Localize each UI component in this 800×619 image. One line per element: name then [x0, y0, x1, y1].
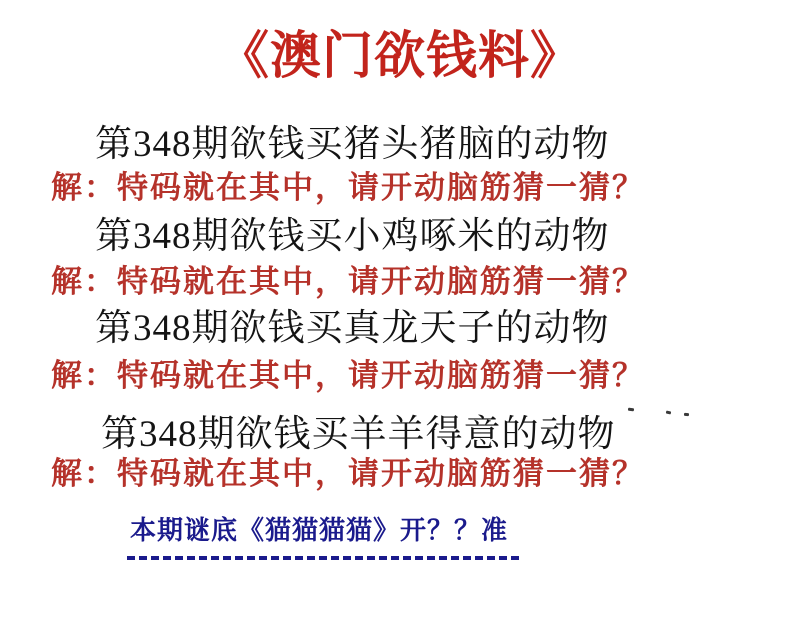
answer-line-3: 解：特码就在其中，请开动脑筋猜一猜？ — [51, 358, 645, 393]
riddle-answer-line: 本期谜底《猫猫猫猫》开？？准 — [130, 516, 509, 545]
answer-line-1: 解：特码就在其中，请开动脑筋猜一猜？ — [51, 170, 645, 205]
divider-dashes — [127, 556, 519, 560]
question-line-4: 第348期欲钱买羊羊得意的动物 — [101, 414, 616, 455]
page-title: 《澳门欲钱料》 — [217, 29, 582, 85]
answer-line-2: 解：特码就在其中，请开动脑筋猜一猜？ — [51, 264, 645, 299]
smudge-mark — [666, 411, 672, 415]
question-line-2: 第348期欲钱买小鸡啄米的动物 — [95, 216, 610, 257]
question-line-3: 第348期欲钱买真龙天子的动物 — [95, 308, 610, 349]
question-line-1: 第348期欲钱买猪头猪脑的动物 — [95, 124, 610, 165]
smudge-mark — [628, 408, 634, 412]
smudge-mark — [684, 413, 689, 417]
answer-line-4: 解：特码就在其中，请开动脑筋猜一猜？ — [51, 456, 645, 491]
